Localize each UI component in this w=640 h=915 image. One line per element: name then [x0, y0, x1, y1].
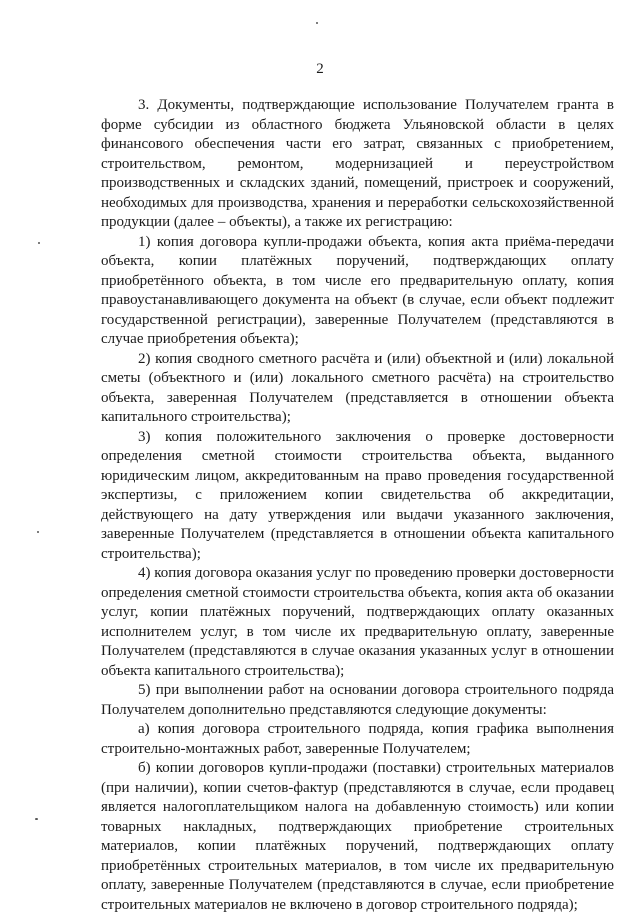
- paragraph-3-3: 3) копия положительного заключения о проверке достоверности определения сметной стоимости строительства объекта, выданного юридическим лицом, аккредитованным на право проведения государственной экспертизы, с приложением копии свидетельства об аккредитации, действующего на дату утверждения или выдачи указанного заключения, заверенные Получателем (представляется в отношении объекта капитального строительства);: [101, 428, 614, 562]
- paragraph-3-4: 4) копия договора оказания услуг по проведению проверки достоверности определения сметной стоимости строительства объекта, копия акта об оказании услуг, копии платёжных поручений, подтверждающих оплату оказанных исполнителем услуг, в том числе их предварительную оплату, заверенные Получателем (представляются в случае оказания указанных услуг в отношении объекта капитального строительства);: [101, 565, 614, 679]
- paragraph-3-5-a: а) копия договора строительного подряда, копия графика выполнения строительно-монтажных работ, заверенные Получателем;: [101, 721, 614, 757]
- paragraph-3-1: 1) копия договора купли-продажи объекта, копия акта приёма-передачи объекта, копии платёжных поручений, подтверждающих оплату приобретённого объекта, в том числе его предварительную оплату, копия правоустанавливающего документа на объект (в случае, если объект подлежит государственной регистрации), заверенные Получателем (представляются в случае приобретения объекта);: [101, 233, 614, 347]
- paragraph-3-5-b: б) копии договоров купли-продажи (поставки) строительных материалов (при наличии), копии счетов-фактур (представляются в случае, если продавец является налогоплательщиком налога на добавленную стоимость) или копии товарных накладных, подтверждающих приобретение строительных материалов, копии платёжных поручений, подтверждающих оплату приобретённых строительных материалов, в том числе их предварительную оплату, заверенные Получателем (представляются в случае, если приобретение строительных материалов не включено в договор строительного подряда);: [101, 760, 614, 913]
- paragraph-3: 3. Документы, подтверждающие использование Получателем гранта в форме субсидии из областного бюджета Ульяновской области в целях финансового обеспечения части его затрат, связанных с приобретением, строительством, ремонтом, модернизацией и переустройством производственных и складских зданий, помещений, пристроек и сооружений, необходимых для производства, хранения и переработки сельскохозяйственной продукции (далее – объекты), а также их регистрацию:: [101, 97, 614, 230]
- scan-speck: [316, 22, 318, 24]
- scan-speck: [38, 242, 40, 244]
- paragraph-3-5: 5) при выполнении работ на основании договора строительного подряда Получателем дополнительно представляются следующие документы:: [101, 682, 614, 718]
- scan-speck: [35, 818, 38, 820]
- page-number: 2: [316, 61, 324, 77]
- paragraph-3-2: 2) копия сводного сметного расчёта и (или) объектной и (или) локальной сметы (объектного и (или) локального сметного расчёта) на строительство объекта, заверенная Получателем (представляется в отношении объекта капитального строительства);: [101, 350, 614, 425]
- scan-speck: [37, 531, 39, 533]
- document-body: [101, 96, 614, 915]
